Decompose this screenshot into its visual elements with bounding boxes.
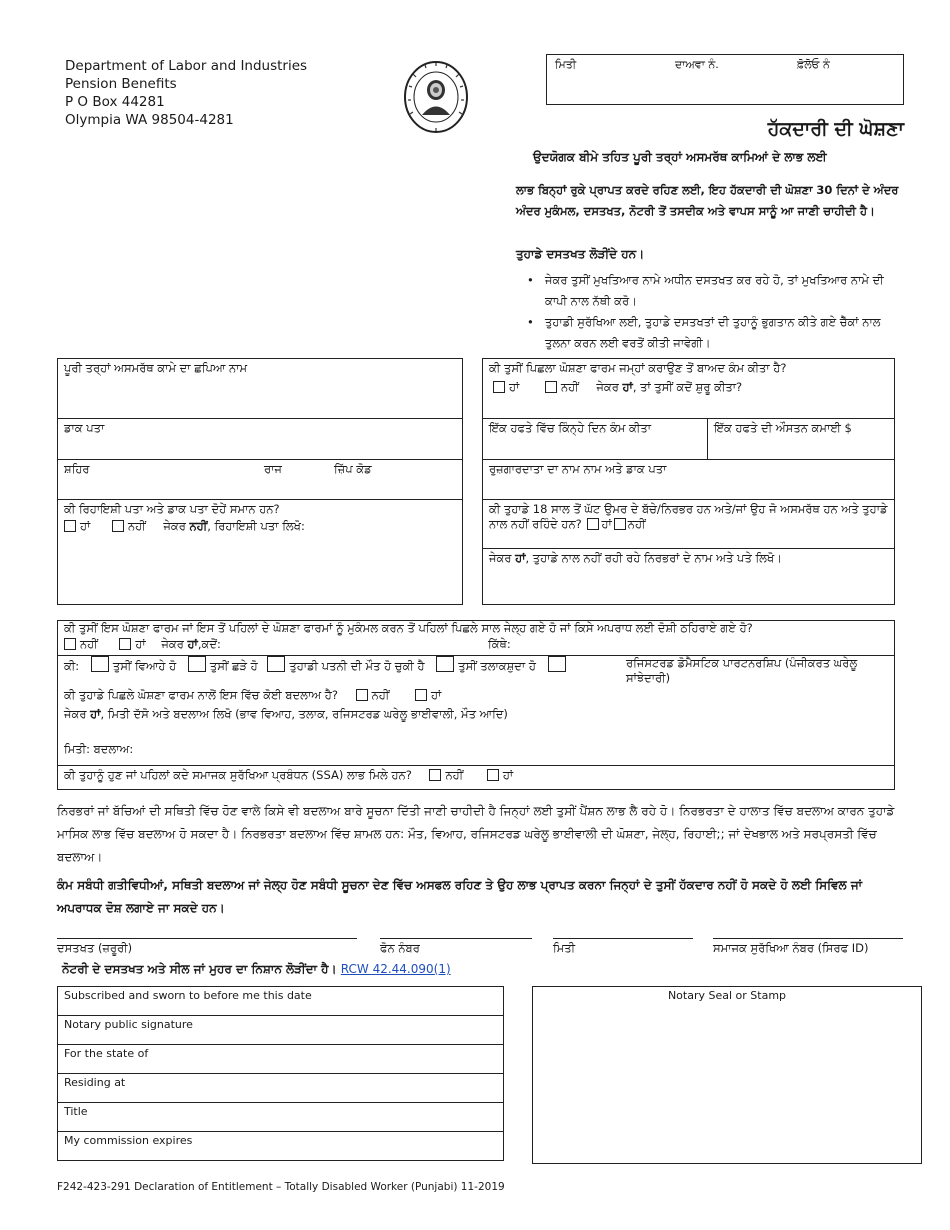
form-footer: F242-423-291 Declaration of Entitlement – Totally Disabled Worker (Punjabi) 11-2019 [57, 1181, 505, 1193]
no-label: ਨਹੀਂ [560, 380, 579, 394]
instructions-text: ਲਾਭ ਬਿਨ੍ਹਾਂ ਰੁਕੇ ਪ੍ਰਾਪਤ ਕਰਦੇ ਰਹਿਣ ਲਈ, ਇਹ ਹੱਕਦਾਰੀ ਦੀ ਘੋਸ਼ਣਾ 30 ਦਿਨਾਂ ਦੇ ਅੰਦਰ ਅੰਦਰ ਮੁਕੰਮਲ, ਦਸਤਖਤ, ਨੋਟਰੀ ਤੋਂ ਤਸਦੀਕ ਅਤੇ ਵਾਪਸ ਸਾਨੂੰ ਆ ਜਾਣੀ ਚਾਹੀਦੀ ਹੈ। [516, 183, 899, 218]
no-label: ਨਹੀਂ [80, 637, 98, 651]
jail-when-bold: ਹਾਂ [187, 637, 198, 651]
changed-question: ਕੀ ਤੁਹਾਡੇ ਪਿਛਲੇ ਘੋਸ਼ਣਾ ਫਾਰਮ ਨਾਲੋਂ ਇਸ ਵਿੱਚ ਕੋਈ ਬਦਲਾਅ ਹੈ? [64, 688, 338, 702]
signature-field[interactable] [57, 938, 357, 958]
jail-when-suffix: ,ਕਦੋਂ: [197, 637, 221, 651]
claim-phone-label: ਫ਼ੋਲੋਓ ਨੰ [797, 58, 830, 71]
children-field[interactable] [482, 499, 895, 549]
date-change-label: ਮਿਤੀ: ਬਦਲਾਅ: [64, 742, 134, 756]
same-address-yes-checkbox[interactable] [64, 520, 76, 532]
mail-address-label: ਡਾਕ ਪਤਾ [64, 421, 105, 435]
employer-field[interactable] [482, 459, 895, 500]
agency-line: P O Box 44281 [65, 94, 165, 110]
phone-label: ਫੋਨ ਨੰਬਰ [380, 941, 420, 955]
zip-label: ਜ਼ਿੱਪ ਕੋਡ [334, 462, 372, 476]
avg-earnings-field[interactable] [707, 418, 895, 460]
domestic-partner-label: ਰਜਿਸਟਰਡ ਡੋਮੈਸਟਿਕ ਪਾਰਟਨਰਸ਼ਿਪ (ਪੰਜੀਕਰਤ ਘਰੇਲੂ ਸਾਂਝੇਦਾਰੀ) [626, 656, 858, 685]
mail-address-field[interactable] [57, 418, 463, 460]
yes-label: ਹਾਂ [135, 637, 146, 651]
same-address-field[interactable] [57, 499, 463, 605]
employer-label: ਰੁਜ਼ਗਾਰਦਾਤਾ ਦਾ ਨਾਮ ਨਾਮ ਅਤੇ ਡਾਕ ਪਤਾ [489, 462, 667, 476]
changed-if-yes-prefix: ਜੇਕਰ [64, 707, 87, 721]
if-yes-prefix: ਜੇਕਰ [596, 380, 619, 394]
agency-line: Olympia WA 98504-4281 [65, 112, 234, 128]
notary-row[interactable] [57, 1131, 504, 1161]
single-label: ਤੁਸੀਂ ਛੜੇ ਹੋ [209, 659, 258, 673]
ssn-field[interactable] [713, 938, 903, 958]
widowed-label: ਤੁਹਾਡੀ ਪਤਨੀ ਦੀ ਮੌਤ ਹੋ ਚੁਕੀ ਹੈ [289, 659, 425, 673]
days-worked-field[interactable] [482, 418, 708, 460]
date-label: ਮਿਤੀ [553, 941, 576, 955]
divorced-label: ਤੁਸੀਂ ਤਲਾਕਸ਼ੁਦਾ ਹੋ [458, 659, 536, 673]
instruction-bullets [540, 270, 900, 354]
dependents-bold: ਹਾਂ [515, 551, 526, 565]
worked-no-checkbox[interactable] [545, 381, 557, 393]
if-no-prefix: ਜੇਕਰ [163, 519, 186, 533]
single-checkbox[interactable] [188, 656, 206, 672]
bullet-item: • ਤੁਹਾਡੀ ਸੁਰੱਖਿਆ ਲਈ, ਤੁਹਾਡੇ ਦਸਤਖਤਾਂ ਦੀ ਤੁਹਾਨੂੰ ਭੁਗਤਾਨ ਕੀਤੇ ਗਏ ਚੈੱਕਾਂ ਨਾਲ ਤੁਲਨਾ ਕਰਨ ਲਈ ਵਰਤੋਂ ਕੀਤੀ ਜਾਵੇਗੀ। [540, 312, 900, 354]
notary-row-label: Title [64, 1105, 88, 1118]
ssa-no-checkbox[interactable] [429, 769, 441, 781]
notary-note [62, 962, 451, 977]
jail-when-prefix: ਜੇਕਰ [161, 637, 184, 651]
page-title: ਹੱਕਦਾਰੀ ਦੀ ਘੋਸ਼ਣਾ [767, 118, 904, 140]
page-subtitle: ਉਦਯੋਗਕ ਬੀਮੇ ਤਹਿਤ ਪੂਰੀ ਤਰ੍ਹਾਂ ਅਸਮਰੱਥ ਕਾਮਿਆਂ ਦੇ ਲਾਭ ਲਈ [533, 150, 827, 164]
changed-if-yes-suffix: , ਮਿਤੀ ਦੱਸੋ ਅਤੇ ਬਦਲਾਅ ਲਿਖੋ (ਭਾਵ ਵਿਆਹ, ਤਲਾਕ, ਰਜਿਸਟਰਡ ਘਰੇਲੂ ਭਾਈਵਾਲੀ, ਮੌਤ ਆਦਿ) [100, 707, 508, 721]
domestic-partner-checkbox[interactable] [548, 656, 566, 672]
changed-if-yes-bold: ਹਾਂ [90, 707, 101, 721]
jail-no-checkbox[interactable] [64, 638, 76, 650]
yes-label: ਹਾਂ [430, 688, 442, 702]
status-are-you-label: ਕੀ: [64, 659, 80, 673]
no-label: ਨਹੀਂ [371, 688, 390, 702]
married-label: ਤੁਸੀਂ ਵਿਆਹੇ ਹੋ [112, 659, 177, 673]
bullet-item: • ਜੇਕਰ ਤੁਸੀਂ ਮੁਖਤਿਆਰ ਨਾਮੇ ਅਧੀਨ ਦਸਤਖਤ ਕਰ ਰਹੇ ਹੋ, ਤਾਂ ਮੁਖਤਿਆਰ ਨਾਮੇ ਦੀ ਕਾਪੀ ਨਾਲ ਨੱਥੀ ਕਰੋ। [540, 270, 900, 312]
avg-earnings-label: ਇੱਕ ਹਫਤੇ ਦੀ ਔਸਤਨ ਕਮਾਈ $ [714, 421, 852, 435]
dependents-suffix: , ਤੁਹਾਡੇ ਨਾਲ ਨਹੀਂ ਰਹੀ ਰਹੇ ਨਿਰਭਰਾਂ ਦੇ ਨਾਮ ਅਤੇ ਪਤੇ ਲਿਖੋ। [525, 551, 782, 565]
notary-note-text: ਨੋਟਰੀ ਦੇ ਦਸਤਖਤ ਅਤੇ ਸੀਲ ਜਾਂ ਮੁਹਰ ਦਾ ਨਿਸ਼ਾਨ ਲੋੜੀਂਦਾ ਹੈ। [62, 962, 337, 976]
no-label: ਨਹੀਂ [127, 519, 146, 533]
worked-yes-checkbox[interactable] [493, 381, 505, 393]
if-no-suffix: , ਰਿਹਾਇਸ਼ੀ ਪਤਾ ਲਿਖੋ: [207, 519, 305, 533]
city-label: ਸ਼ਹਿਰ [64, 462, 90, 476]
signature-label: ਦਸਤਖਤ (ਜ਼ਰੂਰੀ) [57, 941, 133, 955]
notary-row-label: Subscribed and sworn to before me this date [64, 989, 312, 1002]
children-question: ਕੀ ਤੁਹਾਡੇ 18 ਸਾਲ ਤੋਂ ਘੱਟ ਉਮਰ ਦੇ ਬੱਚੇ/ਨਿਰਭਰ ਹਨ ਅਤੇ/ਜਾਂ ਉਹ ਜੋ ਅਸਮਰੱਥ ਹਨ ਅਤੇ ਤੁਹਾਡੇ ਨਾਲ ਨਹੀਂ ਰਹਿੰਦੇ ਹਨ? [489, 502, 888, 531]
notary-row[interactable] [57, 1015, 504, 1045]
rcw-link[interactable]: RCW 42.44.090(1) [340, 962, 451, 976]
if-yes-bold: ਹਾਂ [622, 380, 633, 394]
date-field[interactable] [553, 938, 693, 958]
claim-date-label: ਮਿਤੀ [555, 58, 577, 71]
divorced-checkbox[interactable] [436, 656, 454, 672]
jail-question: ਕੀ ਤੁਸੀਂ ਇਸ ਘੋਸ਼ਣਾ ਫਾਰਮ ਜਾਂ ਇਸ ਤੋਂ ਪਹਿਲਾਂ ਦੇ ਘੋਸ਼ਣਾ ਫਾਰਮਾਂ ਨੂੰ ਮੁਕੰਮਲ ਕਰਨ ਤੋਂ ਪਹਿਲਾਂ ਪਿਛਲੇ ਸਾਲ ਜੇਲ੍ਹ ਗਏ ਹੋ ਜਾਂ ਕਿਸੇ ਅਪਰਾਧ ਲਈ ਦੋਸ਼ੀ ਠਹਿਰਾਏ ਗਏ ਹੋ? [64, 621, 753, 635]
married-checkbox[interactable] [91, 656, 109, 672]
claim-info-box[interactable] [546, 54, 904, 105]
days-worked-label: ਇੱਕ ਹਫਤੇ ਵਿੱਚ ਕਿੰਨ੍ਹੇ ਦਿਨ ਕੰਮ ਕੀਤਾ [489, 421, 652, 435]
jail-where-label: ਕਿੱਥੇ: [488, 637, 511, 651]
if-no-bold: ਨਹੀਂ [189, 519, 208, 533]
yes-label: ਹਾਂ [601, 517, 612, 531]
notary-row[interactable] [57, 1073, 504, 1103]
notary-row-label: My commission expires [64, 1134, 193, 1147]
worker-name-label: ਪੂਰੀ ਤਰ੍ਹਾਂ ਅਸਮਰੱਥ ਕਾਮੇ ਦਾ ਛਪਿਆ ਨਾਮ [64, 361, 248, 375]
jail-yes-checkbox[interactable] [119, 638, 131, 650]
worked-since-field[interactable] [482, 358, 895, 419]
notary-stamp-label: Notary Seal or Stamp [667, 989, 787, 1002]
notary-row[interactable] [57, 1102, 504, 1132]
notary-row-label: Notary public signature [64, 1018, 193, 1031]
worked-question: ਕੀ ਤੁਸੀਂ ਪਿਛਲਾ ਘੋਸ਼ਣਾ ਫਾਰਮ ਜਮ੍ਹਾਂ ਕਰਾਉਣ ਤੋਂ ਬਾਅਦ ਕੰਮ ਕੀਤਾ ਹੈ? [489, 361, 787, 375]
agency-line: Pension Benefits [65, 76, 177, 92]
ssn-label: ਸਮਾਜਕ ਸੁਰੱਖਿਆ ਨੰਬਰ (ਸਿਰਫ ID) [713, 941, 869, 955]
no-label: ਨਹੀਂ [445, 768, 464, 782]
widowed-checkbox[interactable] [267, 656, 285, 672]
phone-field[interactable] [380, 938, 532, 958]
worker-name-field[interactable] [57, 358, 463, 419]
children-no-checkbox[interactable] [614, 518, 626, 530]
notary-stamp-box[interactable] [532, 986, 922, 1164]
ssa-question: ਕੀ ਤੁਹਾਨੂੰ ਹੁਣ ਜਾਂ ਪਹਿਲਾਂ ਕਦੇ ਸਮਾਜਕ ਸੁਰੱਖਿਆ ਪ੍ਰਬੰਧਨ (SSA) ਲਾਭ ਮਿਲੇ ਹਨ? [64, 768, 412, 782]
agency-line: Department of Labor and Industries [65, 58, 308, 74]
dependents-prefix: ਜੇਕਰ [489, 551, 512, 565]
penalty-notice: ਕੰਮ ਸਬੰਧੀ ਗਤੀਵਿਧੀਆਂ, ਸਥਿਤੀ ਬਦਲਾਅ ਜਾਂ ਜੇਲ੍ਹ ਹੋਣ ਸਬੰਧੀ ਸੂਚਨਾ ਦੇਣ ਵਿੱਚ ਅਸਫਲ ਰਹਿਣ ਤੇ ਉਹ ਲਾਭ ਪ੍ਰਾਪਤ ਕਰਨਾ ਜਿਨ੍ਹਾਂ ਦੇ ਤੁਸੀਂ ਹੱਕਦਾਰ ਨਹੀਂ ਹੋ ਸਕਦੇ ਹੋ ਲਈ ਸਿਵਿਲ ਜਾਂ ਅਪਰਾਧਕ ਦੋਸ਼ ਲਗਾਏ ਜਾ ਸਕਦੇ ਹਨ। [57, 878, 863, 915]
notary-row-label: For the state of [64, 1047, 149, 1060]
state-label: ਰਾਜ [264, 462, 282, 476]
agency-address [65, 57, 307, 129]
changed-no-checkbox[interactable] [356, 689, 368, 701]
yes-label: ਹਾਂ [509, 380, 520, 394]
city-state-zip-field[interactable] [57, 459, 463, 500]
same-address-question: ਕੀ ਰਿਹਾਇਸ਼ੀ ਪਤਾ ਅਤੇ ਡਾਕ ਪਤਾ ਦੋਹੇਂ ਸਮਾਨ ਹਨ? [64, 502, 280, 516]
notary-row[interactable] [57, 1044, 504, 1074]
dependents-field[interactable] [482, 548, 895, 605]
claim-number-label: ਦਾਅਵਾ ਨੰ. [675, 58, 719, 71]
dependents-notice: ਨਿਰਭਰਾਂ ਜਾਂ ਬੱਚਿਆਂ ਦੀ ਸਥਿਤੀ ਵਿੱਚ ਹੋਣ ਵਾਲੇ ਕਿਸੇ ਵੀ ਬਦਲਾਅ ਬਾਰੇ ਸੂਚਨਾ ਦਿੱਤੀ ਜਾਣੀ ਚਾਹੀਦੀ ਹੈ ਜਿਨ੍ਹਾਂ ਲਈ ਤੁਸੀਂ ਪੈਂਸ਼ਨ ਲਾਭ ਲੈ ਰਹੇ ਹੋ। ਨਿਰਭਰਤਾ ਦੇ ਹਾਲਾਤ ਵਿੱਚ ਬਦਲਾਅ ਕਾਰਨ ਤੁਹਾਡੇ ਮਾਸਿਕ ਲਾਭ ਵਿੱਚ ਬਦਲਾਅ ਹੋ ਸਕਦਾ ਹੈ। ਨਿਰਭਰਤਾ ਬਦਲਾਅ ਵਿੱਚ ਸ਼ਾਮਲ ਹਨ: ਮੌਤ, ਵਿਆਹ, ਰਜਿਸਟਰਡ ਘਰੇਲੂ ਭਾਈਵਾਲੀ ਦੀ ਘੋਸ਼ਣਾ, ਜੇਲ੍ਹ, ਰਿਹਾਈ;; ਜਾਂ ਦੇਖਭਾਲ ਅਤੇ ਸਰਪ੍ਰਸਤੀ ਵਿੱਚ ਬਦਲਾਅ। [57, 804, 895, 864]
signature-required-text: ਤੁਹਾਡੇ ਦਸਤਖਤ ਲੋੜੀਂਦੇ ਹਨ। [516, 247, 645, 261]
notary-row-label: Residing at [64, 1076, 126, 1089]
ssa-yes-checkbox[interactable] [487, 769, 499, 781]
yes-label: ਹਾਂ [502, 768, 514, 782]
yes-label: ਹਾਂ [80, 519, 91, 533]
notary-row[interactable] [57, 986, 504, 1016]
no-label: ਨਹੀਂ [627, 517, 646, 531]
children-yes-checkbox[interactable] [587, 518, 599, 530]
same-address-no-checkbox[interactable] [112, 520, 124, 532]
washington-state-seal-icon [403, 60, 469, 134]
if-yes-suffix: , ਤਾਂ ਤੁਸੀਂ ਕਦੋਂ ਸ਼ੁਰੂ ਕੀਤਾ? [632, 380, 743, 394]
changed-yes-checkbox[interactable] [415, 689, 427, 701]
